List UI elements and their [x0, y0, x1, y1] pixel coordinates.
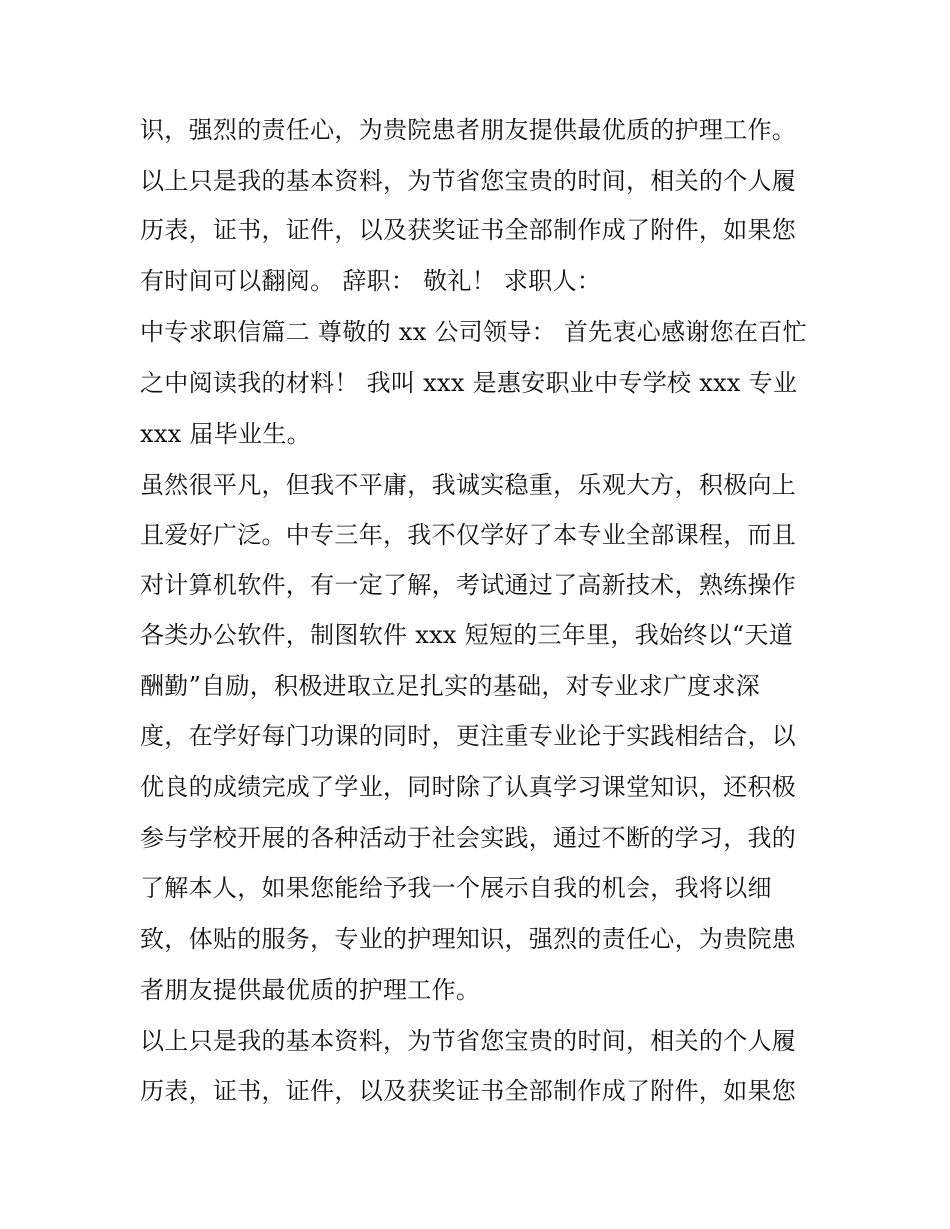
text-line: 各类办公软件，制图软件 xxx 短短的三年里，我始终以“天道	[140, 621, 794, 649]
text-line: 参与学校开展的各种活动于社会实践，通过不断的学习，我的	[140, 824, 797, 852]
text-line: 有时间可以翻阅。 辞职： 敬礼！ 求职人：	[140, 267, 602, 295]
text-line: 酬勤”自励，积极进取立足扎实的基础，对专业求广度求深	[140, 672, 761, 700]
text-line: 者朋友提供最优质的护理工作。	[140, 976, 481, 1004]
text-line: 且爱好广泛。中专三年，我不仅学好了本专业全部课程，而且	[140, 521, 797, 549]
text-line: 中专求职信篇二 尊敬的 xx 公司领导： 首先衷心感谢您在百忙	[140, 318, 807, 346]
text-line: 致，体贴的服务，专业的护理知识，强烈的责任心，为贵院患	[140, 925, 797, 953]
text-line: 之中阅读我的材料！ 我叫 xxx 是惠安职业中专学校 xxx 专业	[140, 369, 798, 397]
text-line: 识，强烈的责任心，为贵院患者朋友提供最优质的护理工作。	[140, 116, 797, 144]
text-line: 以上只是我的基本资料，为节省您宝贵的时间，相关的个人履	[140, 167, 797, 195]
text-line: 度，在学好每门功课的同时，更注重专业论于实践相结合，以	[140, 722, 797, 750]
text-line: 历表，证书，证件，以及获奖证书全部制作成了附件，如果您	[140, 1077, 797, 1105]
text-line: 优良的成绩完成了学业，同时除了认真学习课堂知识，还积极	[140, 773, 797, 801]
text-line: xxx 届毕业生。	[140, 420, 311, 448]
text-line: 虽然很平凡，但我不平庸，我诚实稳重，乐观大方，积极向上	[140, 471, 797, 499]
text-line: 历表，证书，证件，以及获奖证书全部制作成了附件，如果您	[140, 216, 797, 244]
text-line: 了解本人，如果您能给予我一个展示自我的机会，我将以细	[140, 874, 772, 902]
text-line: 以上只是我的基本资料，为节省您宝贵的时间，相关的个人履	[140, 1027, 797, 1055]
text-line: 对计算机软件，有一定了解，考试通过了高新技术，熟练操作	[140, 571, 797, 599]
